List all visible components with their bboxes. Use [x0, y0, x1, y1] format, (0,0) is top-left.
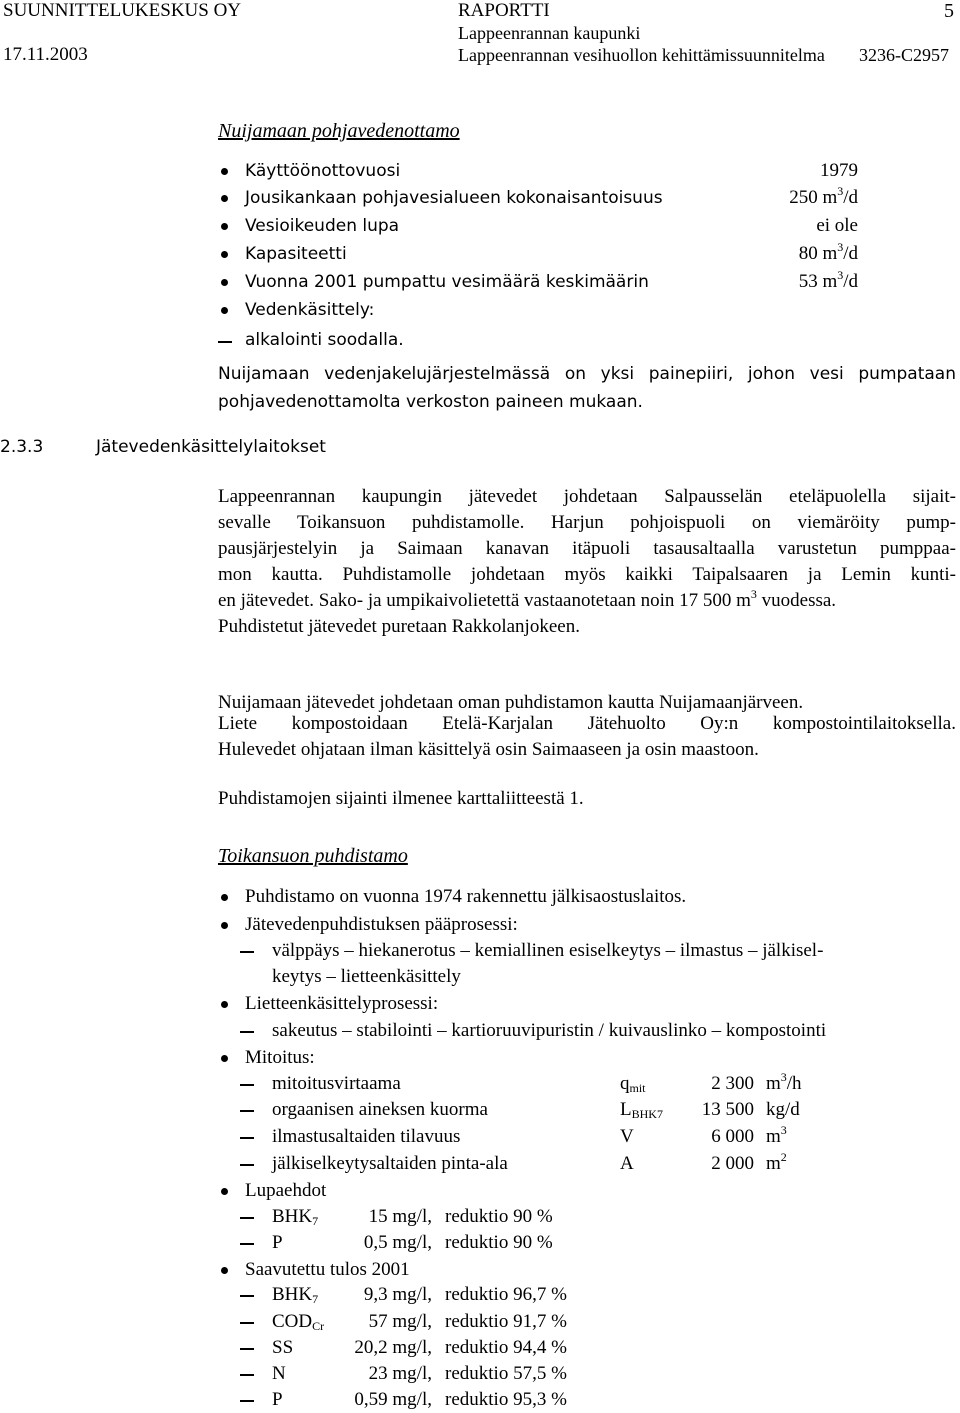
list-item-label: Vesioikeuden lupa — [245, 216, 400, 236]
paragraph-sludge-l1: Liete kompostoidaan Etelä-Karjalan Jätehuolto Oy:n kompostointilaitoksella. — [218, 713, 956, 734]
section-title: Jätevedenkäsittelylaitokset — [96, 437, 326, 457]
mitoitus-value: 2 000 — [711, 1153, 754, 1174]
paragraph-line — [218, 614, 580, 640]
symbol-text: q — [620, 1073, 630, 1094]
list-item-label: Jousikankaan pohjavesialueen kokonaisantoisuus — [245, 188, 663, 208]
unit-sup: 2 — [780, 1150, 787, 1164]
name-text: BHK — [272, 1206, 313, 1227]
bullet-text: Puhdistamo on vuonna 1974 rakennettu jälkisaostuslaitos. — [245, 886, 687, 907]
dash-marker — [240, 1031, 254, 1033]
parameter-value: 57 mg/l, — [368, 1311, 432, 1332]
dash-marker — [240, 1400, 254, 1402]
section-heading-toikansuo: Toikansuon puhdistamo — [218, 845, 408, 867]
name-sub: 7 — [312, 1292, 319, 1306]
dash-marker — [240, 1348, 254, 1350]
dash-marker — [218, 341, 232, 343]
list-item-label: Käyttöönottovuosi — [245, 161, 401, 181]
name-text: BHK — [272, 1284, 313, 1305]
dash-marker — [240, 1137, 254, 1139]
mitoitus-unit — [766, 1097, 800, 1123]
dash-marker — [240, 1295, 254, 1297]
bullet-marker — [221, 223, 228, 230]
header-report: RAPORTTI — [458, 0, 550, 21]
bullet-marker — [221, 279, 228, 286]
parameter-value: 9,3 mg/l, — [363, 1284, 432, 1305]
dash-marker — [240, 1084, 254, 1086]
name-text: SS — [272, 1337, 294, 1358]
line-tail: vuodessa. — [756, 590, 837, 611]
value-unit: /d — [843, 271, 858, 292]
parameter-value: 15 mg/l, — [368, 1206, 432, 1227]
mitoitus-unit — [766, 1071, 802, 1097]
bullet-text: Mitoitus: — [245, 1047, 315, 1068]
paragraph-line — [218, 510, 956, 536]
mitoitus-value: 13 500 — [701, 1099, 754, 1120]
parameter-name — [272, 1309, 324, 1335]
header-code: 3236-C2957 — [859, 45, 949, 65]
mitoitus-label: orgaanisen aineksen kuorma — [272, 1099, 488, 1120]
bullet-marker — [221, 894, 228, 901]
mitoitus-label: mitoitusvirtaama — [272, 1073, 401, 1094]
value-sup: 3 — [837, 268, 844, 282]
parameter-reduction: reduktio 57,5 % — [445, 1363, 567, 1384]
bullet-marker — [221, 168, 228, 175]
parameter-name — [272, 1361, 286, 1387]
line-sup: 3 — [750, 587, 757, 601]
list-sub-item: alkalointi soodalla. — [245, 330, 404, 350]
bullet-marker — [221, 1001, 228, 1008]
line-text: Lappeenrannan kaupungin jätevedet johdetaan Salpausselän eteläpuolella sijait- — [218, 486, 956, 507]
symbol-sub: mit — [629, 1081, 646, 1095]
unit-text: m — [766, 1126, 781, 1147]
parameter-value: 23 mg/l, — [368, 1363, 432, 1384]
unit-text: m — [766, 1153, 781, 1174]
page-number: 5 — [944, 0, 954, 22]
value-sup: 3 — [837, 240, 844, 254]
name-text: COD — [272, 1311, 313, 1332]
parameter-reduction: reduktio 96,7 % — [445, 1284, 567, 1305]
value-text: 1979 — [820, 160, 858, 181]
name-sub: Cr — [312, 1319, 325, 1333]
bullet-text: Jätevedenpuhdistuksen pääprosessi: — [245, 914, 518, 935]
list-item-value — [789, 185, 858, 211]
line-text: Puhdistetut jätevedet puretaan Rakkolanjokeen. — [218, 616, 580, 637]
mitoitus-value: 6 000 — [711, 1126, 754, 1147]
sub-text: sakeutus – stabilointi – kartioruuvipuristin / kuivauslinko – kompostointi — [272, 1020, 827, 1041]
bullet-marker — [221, 307, 228, 314]
line-text: mon kautta. Puhdistamolle johdetaan myös kaikki Taipalsaaren ja Lemin kunti- — [218, 564, 956, 585]
list-item-label: Kapasiteetti — [245, 244, 347, 264]
parameter-reduction: reduktio 94,4 % — [445, 1337, 567, 1358]
symbol-sub: BHK7 — [631, 1107, 663, 1121]
value-unit: /d — [843, 243, 858, 264]
name-sub: 7 — [312, 1214, 319, 1228]
list-item-value — [799, 269, 858, 295]
parameter-reduction: reduktio 91,7 % — [445, 1311, 567, 1332]
bullet-marker — [221, 251, 228, 258]
name-text: P — [272, 1389, 283, 1410]
list-item-label: Vedenkäsittely: — [245, 300, 375, 320]
mitoitus-symbol — [620, 1097, 663, 1123]
value-text: 53 m — [798, 271, 838, 292]
header-company: SUUNNITTELUKESKUS OY — [3, 0, 242, 21]
parameter-name — [272, 1230, 283, 1256]
bullet-marker — [221, 1188, 228, 1195]
paragraph-text: Nuijamaan vedenjakelujärjestelmässä on yksi painepiiri, johon vesi pumpataan pohjavedenottamolta verkoston paineen mukaan. — [218, 364, 956, 412]
unit-sup: 3 — [780, 1070, 787, 1084]
line-text: pausjärjestelyin ja Saimaan kanavan itäpuoli tasausaltaalla varustetun pumppaa- — [218, 538, 956, 559]
mitoitus-value: 2 300 — [711, 1073, 754, 1094]
mitoitus-symbol — [620, 1071, 646, 1097]
value-text: 80 m — [798, 243, 838, 264]
unit-text: m — [766, 1073, 781, 1094]
paragraph-line — [218, 536, 956, 562]
parameter-value: 0,5 mg/l, — [363, 1232, 432, 1253]
paragraph-map-ref: Puhdistamojen sijainti ilmenee karttaliitteestä 1. — [218, 788, 584, 809]
parameter-name — [272, 1282, 318, 1308]
unit-text: kg/d — [766, 1099, 800, 1120]
paragraph-sludge-l2: Hulevedet ohjataan ilman käsittelyä osin Saimaaseen ja osin maastoon. — [218, 739, 759, 760]
dash-marker — [240, 951, 254, 953]
value-sup: 3 — [837, 184, 844, 198]
line-text: sevalle Toikansuon puhdistamolle. Harjun pohjoispuoli on viemäröity pump- — [218, 512, 956, 533]
bullet-marker — [221, 1267, 228, 1274]
paragraph-line — [218, 588, 836, 614]
name-text: P — [272, 1232, 283, 1253]
symbol-text: L — [620, 1099, 632, 1120]
mitoitus-unit — [766, 1124, 787, 1150]
section-heading-nuijamaa: Nuijamaan pohjavedenottamo — [218, 120, 460, 142]
sub-text: keytys – lietteenkäsittely — [272, 966, 461, 987]
bullet-text: Lupaehdot — [245, 1180, 327, 1201]
parameter-reduction: reduktio 90 % — [445, 1206, 553, 1227]
value-text: 250 m — [789, 187, 838, 208]
dash-marker — [240, 1374, 254, 1376]
bullet-text: Saavutettu tulos 2001 — [245, 1259, 410, 1280]
value-unit: /d — [843, 187, 858, 208]
paragraph-line — [218, 484, 956, 510]
header-city: Lappeenrannan kaupunki — [458, 23, 641, 43]
value-text: ei ole — [816, 215, 858, 236]
parameter-value: 0,59 mg/l, — [354, 1389, 432, 1410]
list-item-value — [799, 241, 858, 267]
dash-marker — [240, 1217, 254, 1219]
mitoitus-symbol — [620, 1151, 634, 1177]
parameter-reduction: reduktio 90 % — [445, 1232, 553, 1253]
mitoitus-unit — [766, 1151, 787, 1177]
bullet-marker — [221, 195, 228, 202]
parameter-reduction: reduktio 95,3 % — [445, 1389, 567, 1410]
paragraph-nuijamaa-wastewater: Nuijamaan jätevedet johdetaan oman puhdistamon kautta Nuijamaanjärveen. — [218, 692, 804, 713]
nuijamaa-paragraph — [218, 360, 956, 416]
header-date: 17.11.2003 — [3, 44, 88, 65]
sub-text: välppäys – hiekanerotus – kemiallinen esiselkeytys – ilmastus – jälkisel- — [272, 940, 824, 961]
parameter-name — [272, 1335, 293, 1361]
name-text: N — [272, 1363, 286, 1384]
parameter-name — [272, 1387, 283, 1413]
paragraph-line — [218, 562, 956, 588]
unit-sup: 3 — [780, 1123, 787, 1137]
bullet-marker — [221, 1055, 228, 1062]
mitoitus-symbol — [620, 1124, 634, 1150]
bullet-text: Lietteenkäsittelyprosessi: — [245, 993, 439, 1014]
symbol-text: A — [620, 1153, 634, 1174]
line-text: en jätevedet. Sako- ja umpikaivolietettä vastaanotetaan noin 17 500 m — [218, 590, 751, 611]
dash-marker — [240, 1243, 254, 1245]
symbol-text: V — [620, 1126, 634, 1147]
dash-marker — [240, 1164, 254, 1166]
mitoitus-label: ilmastusaltaiden tilavuus — [272, 1126, 461, 1147]
list-item-value — [816, 213, 858, 239]
mitoitus-label: jälkiselkeytysaltaiden pinta-ala — [272, 1153, 508, 1174]
dash-marker — [240, 1110, 254, 1112]
bullet-marker — [221, 922, 228, 929]
unit-tail: /h — [786, 1073, 802, 1094]
header-title: Lappeenrannan vesihuollon kehittämissuunnitelma — [458, 45, 825, 65]
section-number: 2.3.3 — [0, 437, 44, 457]
parameter-value: 20,2 mg/l, — [354, 1337, 432, 1358]
dash-marker — [240, 1322, 254, 1324]
list-item-value — [820, 158, 858, 184]
list-item-label: Vuonna 2001 pumpattu vesimäärä keskimäärin — [245, 272, 649, 292]
parameter-name — [272, 1204, 318, 1230]
